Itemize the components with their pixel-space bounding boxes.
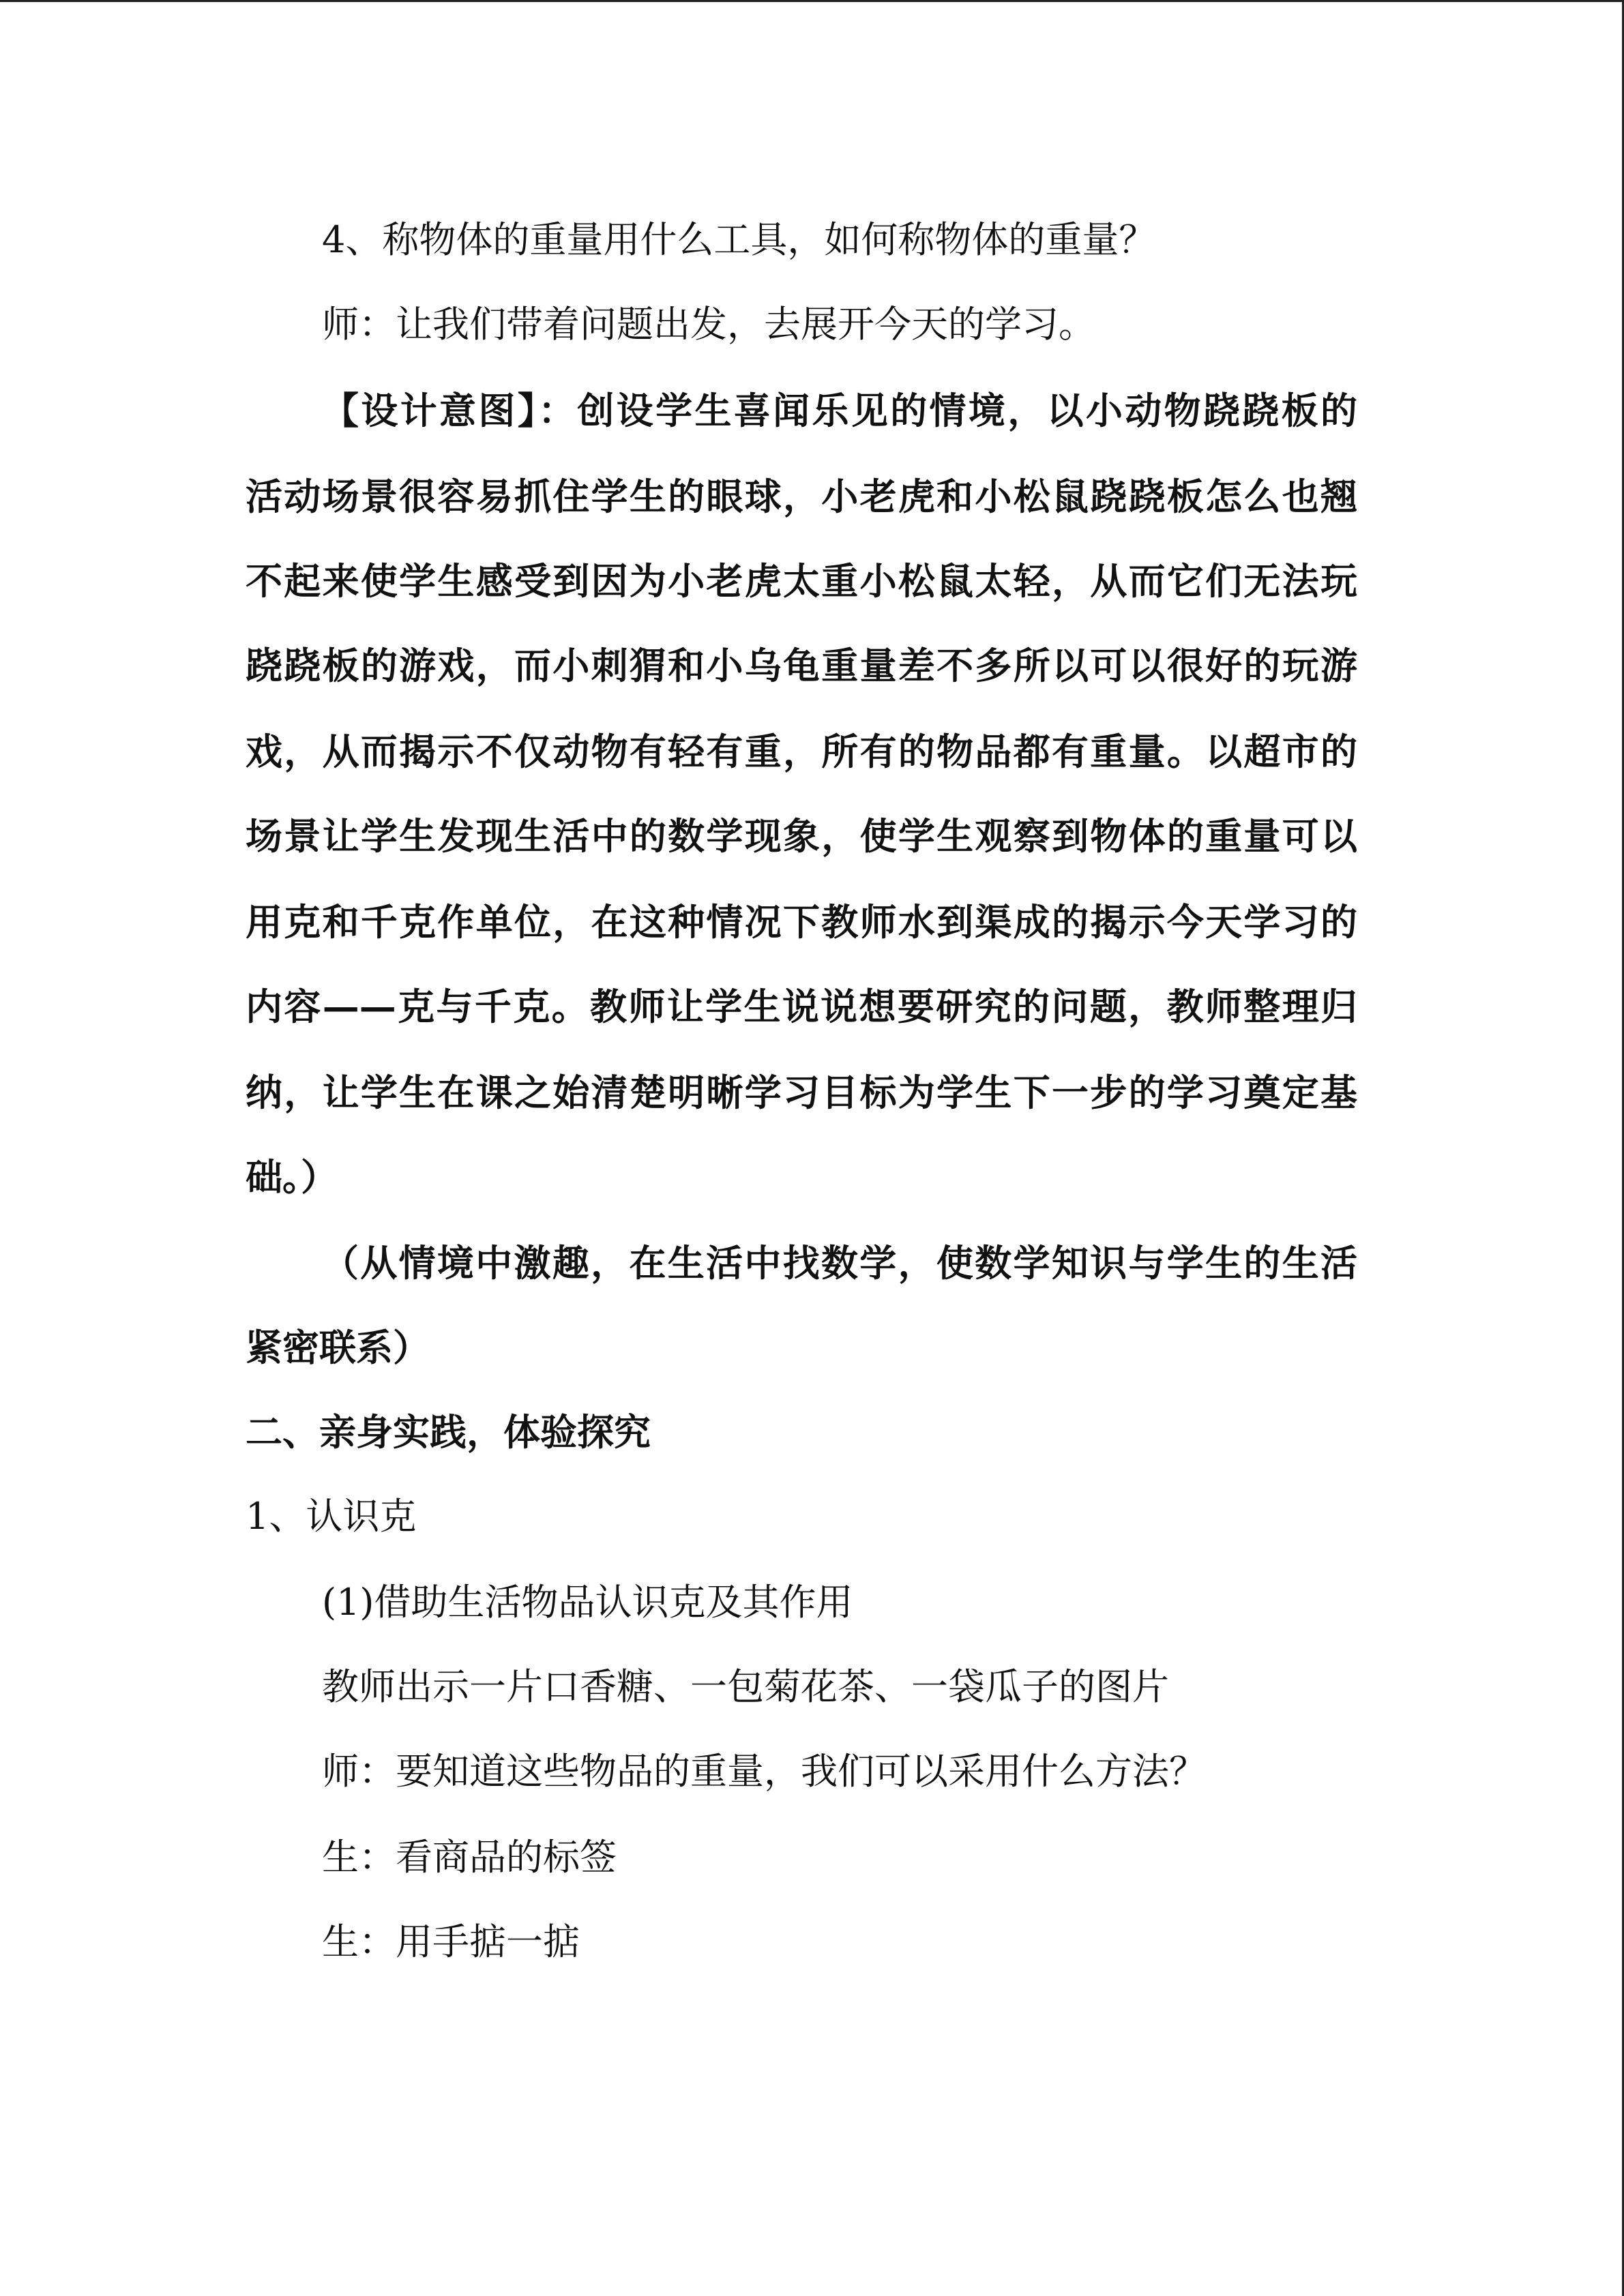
note-line-1: （从情境中激趣，在生活中找数学，使数学知识与学生的生活 — [322, 1241, 1357, 1285]
design-intent-line-6: 场景让学生发现生活中的数学现象，使学生观察到物体的重量可以 — [246, 814, 1357, 858]
teacher-shows-pictures-line: 教师出示一片口香糖、一包菊花茶、一袋瓜子的图片 — [322, 1665, 1169, 1708]
subsection-heading-1: 1、认识克 — [246, 1495, 417, 1538]
section-heading-2: 二、亲身实践，体验探究 — [246, 1410, 651, 1454]
design-intent-line-5: 戏，从而揭示不仅动物有轻有重，所有的物品都有重量。以超市的 — [246, 730, 1357, 773]
design-intent-line-4: 跷跷板的游戏，而小刺猬和小乌龟重量差不多所以可以很好的玩游 — [246, 644, 1357, 687]
note-line-2: 紧密联系） — [246, 1326, 430, 1369]
design-intent-line-7: 用克和千克作单位，在这种情况下教师水到渠成的揭示今天学习的 — [246, 900, 1357, 944]
design-intent-line-9: 纳，让学生在课之始清楚明晰学习目标为学生下一步的学习奠定基 — [246, 1071, 1357, 1114]
design-intent-line-3: 不起来使学生感受到因为小老虎太重小松鼠太轻，从而它们无法玩 — [246, 559, 1357, 603]
teacher-question-line: 师：要知道这些物品的重量，我们可以采用什么方法？ — [322, 1750, 1206, 1793]
design-intent-line-10: 础。） — [246, 1155, 338, 1199]
step-1-heading: (1)借助生活物品认识克及其作用 — [322, 1581, 853, 1624]
page-top-border — [0, 0, 1624, 2]
student-answer-1-line: 生：看商品的标签 — [322, 1836, 617, 1879]
design-intent-line-2: 活动场景很容易抓住学生的眼球，小老虎和小松鼠跷跷板怎么也翘 — [246, 475, 1357, 518]
design-intent-line-1: 【设计意图】：创设学生喜闻乐见的情境，以小动物跷跷板的 — [322, 389, 1357, 432]
design-intent-line-8: 内容——克与千克。教师让学生说说想要研究的问题，教师整理归 — [246, 985, 1357, 1028]
teacher-intro-line: 师：让我们带着问题出发，去展开今天的学习。 — [322, 303, 1095, 346]
student-answer-2-line: 生：用手掂一掂 — [322, 1920, 580, 1963]
question-4-line: 4、称物体的重量用什么工具，如何称物体的重量？ — [322, 218, 1156, 261]
